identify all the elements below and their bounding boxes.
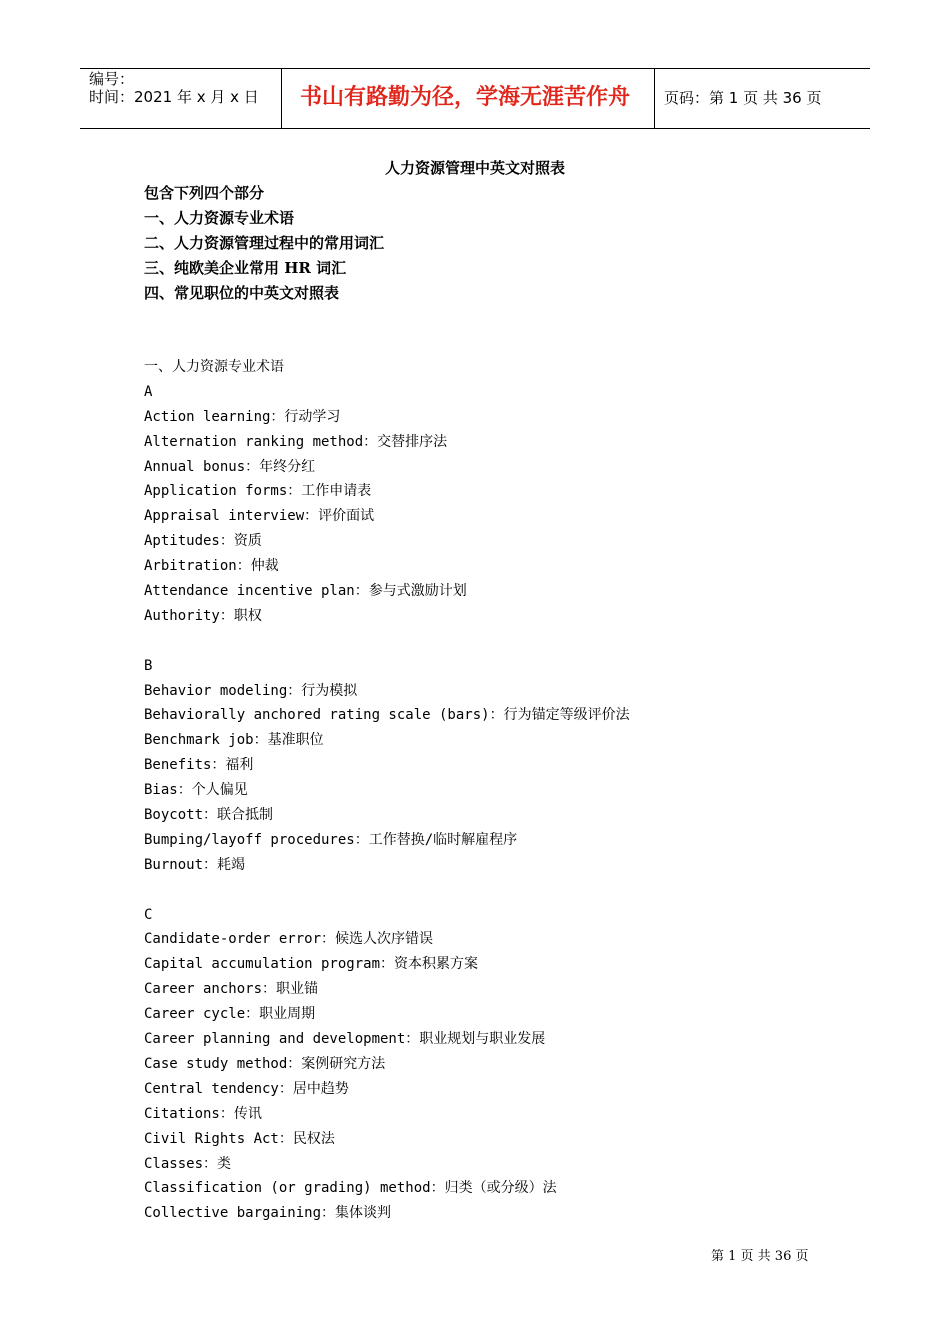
glossary-entry: Classes：类 [144,1155,232,1172]
glossary-entry: Boycott：联合抵制 [144,807,274,824]
glossary-entry: Collective bargaining：集体谈判 [144,1205,392,1222]
glossary-entry: Action learning：行动学习 [144,408,341,425]
toc-item: 三、纯欧美企业常用 HR 词汇 [144,259,347,277]
glossary-entry: Career planning and development：职业规划与职业发展 [144,1031,546,1048]
glossary-entry: Alternation ranking method：交替排序法 [144,433,448,450]
section-heading: 一、人力资源专业术语 [144,359,284,375]
glossary-entry: Application forms：工作申请表 [144,483,372,500]
letter-heading: B [144,657,153,674]
table-of-contents [144,183,384,308]
glossary-entry: Behavior modeling：行为模拟 [144,682,358,699]
glossary-entry: Capital accumulation program：资本积累方案 [144,956,479,973]
glossary-entry: Authority：职权 [144,607,262,624]
blank-line [144,880,844,905]
header-divider-left [281,68,282,129]
toc-item: 二、人力资源管理过程中的常用词汇 [144,234,385,252]
glossary-entry: Classification (or grading) method：归类（或分级）法 [144,1180,557,1197]
header-motto: 书山有路勤为径，学海无涯苦作舟 [300,85,631,110]
header-date: 时间：2021 年 x 月 x 日 [89,88,259,106]
toc-intro: 包含下列四个部分 [144,184,265,202]
toc-item: 一、人力资源专业术语 [144,209,295,227]
glossary-entry: Benchmark job：基准职位 [144,732,324,749]
glossary-entry: Appraisal interview：评价面试 [144,508,375,525]
header-page-info: 页码：第 1 页 共 36 页 [664,89,822,107]
glossary-entry: Burnout：耗竭 [144,856,246,873]
glossary-entry: Civil Rights Act：民权法 [144,1130,335,1147]
glossary-entry: Arbitration：仲裁 [144,558,279,575]
glossary-entry: Case study method：案例研究方法 [144,1055,386,1072]
glossary-entry: Citations：传讯 [144,1105,262,1122]
glossary-body [144,357,844,1228]
glossary-entry: Bias：个人偏见 [144,782,248,799]
blank-line [144,631,844,656]
header-bottom-rule [80,128,870,129]
page-footer: 第 1 页 共 36 页 [711,1249,809,1264]
glossary-entry: Bumping/layoff procedures：工作替换/临时解雇程序 [144,831,518,848]
glossary-entry: Annual bonus：年终分红 [144,458,316,475]
document-title: 人力资源管理中英文对照表 [384,159,565,177]
glossary-entry: Aptitudes：资质 [144,533,262,550]
glossary-entry: Central tendency：居中趋势 [144,1080,349,1097]
glossary-entry: Candidate-order error：候选人次序错误 [144,931,434,948]
letter-heading: C [144,906,153,923]
letter-heading: A [144,383,153,400]
toc-item: 四、常见职位的中英文对照表 [144,284,340,302]
glossary-entry: Attendance incentive plan：参与式激励计划 [144,583,467,600]
glossary-entry: Career cycle：职业周期 [144,1006,316,1023]
header-top-rule [80,68,870,69]
header-serial-label: 编号： [89,70,135,88]
header-divider-right [654,68,655,129]
glossary-entry: Benefits：福利 [144,757,254,774]
glossary-entry: Career anchors：职业锚 [144,981,319,998]
glossary-entry: Behaviorally anchored rating scale (bars)：行为锚定等级评价法 [144,707,630,724]
